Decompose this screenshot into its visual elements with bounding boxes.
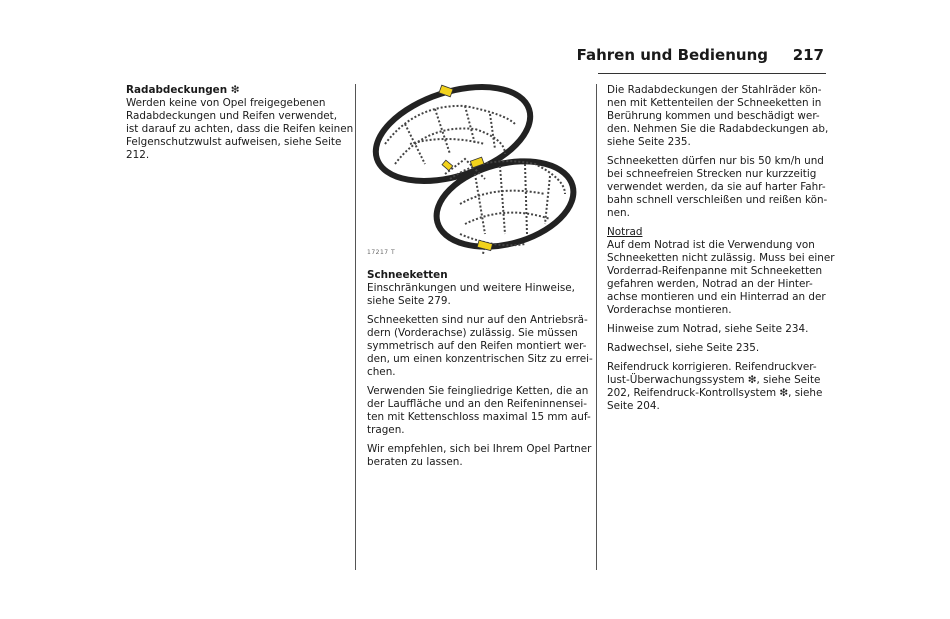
text-line: nen mit Kettenteilen der Schneeketten in — [607, 97, 822, 109]
paragraph-antriebsraeder — [367, 314, 591, 379]
paragraph-reifendruck — [607, 361, 831, 413]
page-header — [576, 46, 826, 72]
text-line: Die Radabdeckungen der Stahlräder kön- — [607, 84, 822, 96]
text-line: Vorderrad-Reifenpanne mit Schneeketten — [607, 265, 823, 277]
column-1 — [126, 84, 354, 162]
text-line: Schneeketten dürfen nur bis 50 km/h und — [607, 155, 824, 167]
text-line: Schneeketten sind nur auf den Antriebsrä- — [367, 314, 588, 326]
paragraph-empfehlung — [367, 443, 591, 469]
text-line: beraten zu lassen. — [367, 456, 463, 468]
text-line: Auf dem Notrad ist die Verwendung von — [607, 239, 815, 251]
text-line: 202, Reifendruck-Kontrollsystem ❇, siehe — [607, 387, 823, 399]
chapter-title: Fahren und Bedienung — [576, 46, 768, 64]
column-divider-1 — [355, 84, 356, 570]
page-number: 217 — [792, 46, 824, 64]
text-line: ist darauf zu achten, dass die Reifen keinen — [126, 123, 354, 135]
text-line: Vorderachse montieren. — [607, 304, 732, 316]
text-line: Reifendruck korrigieren. Reifendruckver- — [607, 361, 817, 373]
header-rule — [598, 73, 826, 74]
text-line: ten mit Kettenschloss maximal 15 mm auf- — [367, 411, 591, 423]
text-line: chen. — [367, 366, 396, 378]
column-2 — [367, 269, 591, 475]
text-line: bei schneefreien Strecken nur kurzzeitig — [607, 168, 817, 180]
text-line: lust-Überwachungssystem ❇, siehe Seite — [607, 374, 821, 386]
text-line: achse montieren und ein Hinterrad an der — [607, 291, 826, 303]
text-line: nen. — [607, 207, 630, 219]
figure-code: 17217 T — [367, 249, 396, 256]
text-line: Werden keine von Opel freigegebenen — [126, 97, 326, 109]
text-line: tragen. — [367, 424, 405, 436]
paragraph-radabdeckungen — [126, 97, 354, 162]
text-line: Verwenden Sie feingliedrige Ketten, die an — [367, 385, 589, 397]
text-line: dern (Vorderachse) zulässig. Sie müssen — [367, 327, 578, 339]
text-line: Wir empfehlen, sich bei Ihrem Opel Partner — [367, 443, 592, 455]
text-line: verwendet werden, da sie auf harter Fahr- — [607, 181, 826, 193]
text-line: Seite 204. — [607, 400, 660, 412]
column-3 — [607, 84, 835, 419]
text-line: gefahren werden, Notrad an der Hinter- — [607, 278, 813, 290]
text-line: 212. — [126, 149, 150, 161]
text-line: Einschränkungen und weitere Hinweise, — [367, 282, 575, 294]
paragraph-radabdeckungen-stahl — [607, 84, 831, 149]
section-heading-radabdeckungen: Radabdeckungen ❇ — [126, 84, 240, 96]
text-line: Felgenschutzwulst aufweisen, siehe Seite — [126, 136, 342, 148]
text-line: den, um einen konzentrischen Sitz zu errei- — [367, 353, 593, 365]
paragraph-hinweise-notrad — [607, 323, 831, 336]
paragraph-ketten — [367, 385, 591, 437]
paragraph-geschwindigkeit — [607, 155, 831, 220]
section-heading-schneeketten: Schneeketten — [367, 269, 448, 281]
text-line: der Lauffläche und an den Reifeninnensei- — [367, 398, 588, 410]
text-line: Hinweise zum Notrad, siehe Seite 234. — [607, 323, 809, 335]
text-line: Radabdeckungen und Reifen verwendet, — [126, 110, 338, 122]
subheading-notrad: Notrad — [607, 226, 643, 238]
snow-chains-illustration — [365, 84, 587, 260]
column-divider-2 — [596, 84, 597, 570]
text-line: Radwechsel, siehe Seite 235. — [607, 342, 760, 354]
text-line: siehe Seite 235. — [607, 136, 691, 148]
paragraph-intro — [367, 282, 591, 308]
paragraph-notrad — [607, 239, 835, 317]
text-line: den. Nehmen Sie die Radabdeckungen ab, — [607, 123, 829, 135]
text-line: Berührung kommen und beschädigt wer- — [607, 110, 820, 122]
snowflake-icon: ❇ — [230, 84, 240, 96]
text-line: bahn schnell verschleißen und reißen kön- — [607, 194, 828, 206]
text-line: siehe Seite 279. — [367, 295, 451, 307]
text-line: symmetrisch auf den Reifen montiert wer- — [367, 340, 587, 352]
text-line: Schneeketten nicht zulässig. Muss bei einer — [607, 252, 835, 264]
paragraph-radwechsel — [607, 342, 831, 355]
